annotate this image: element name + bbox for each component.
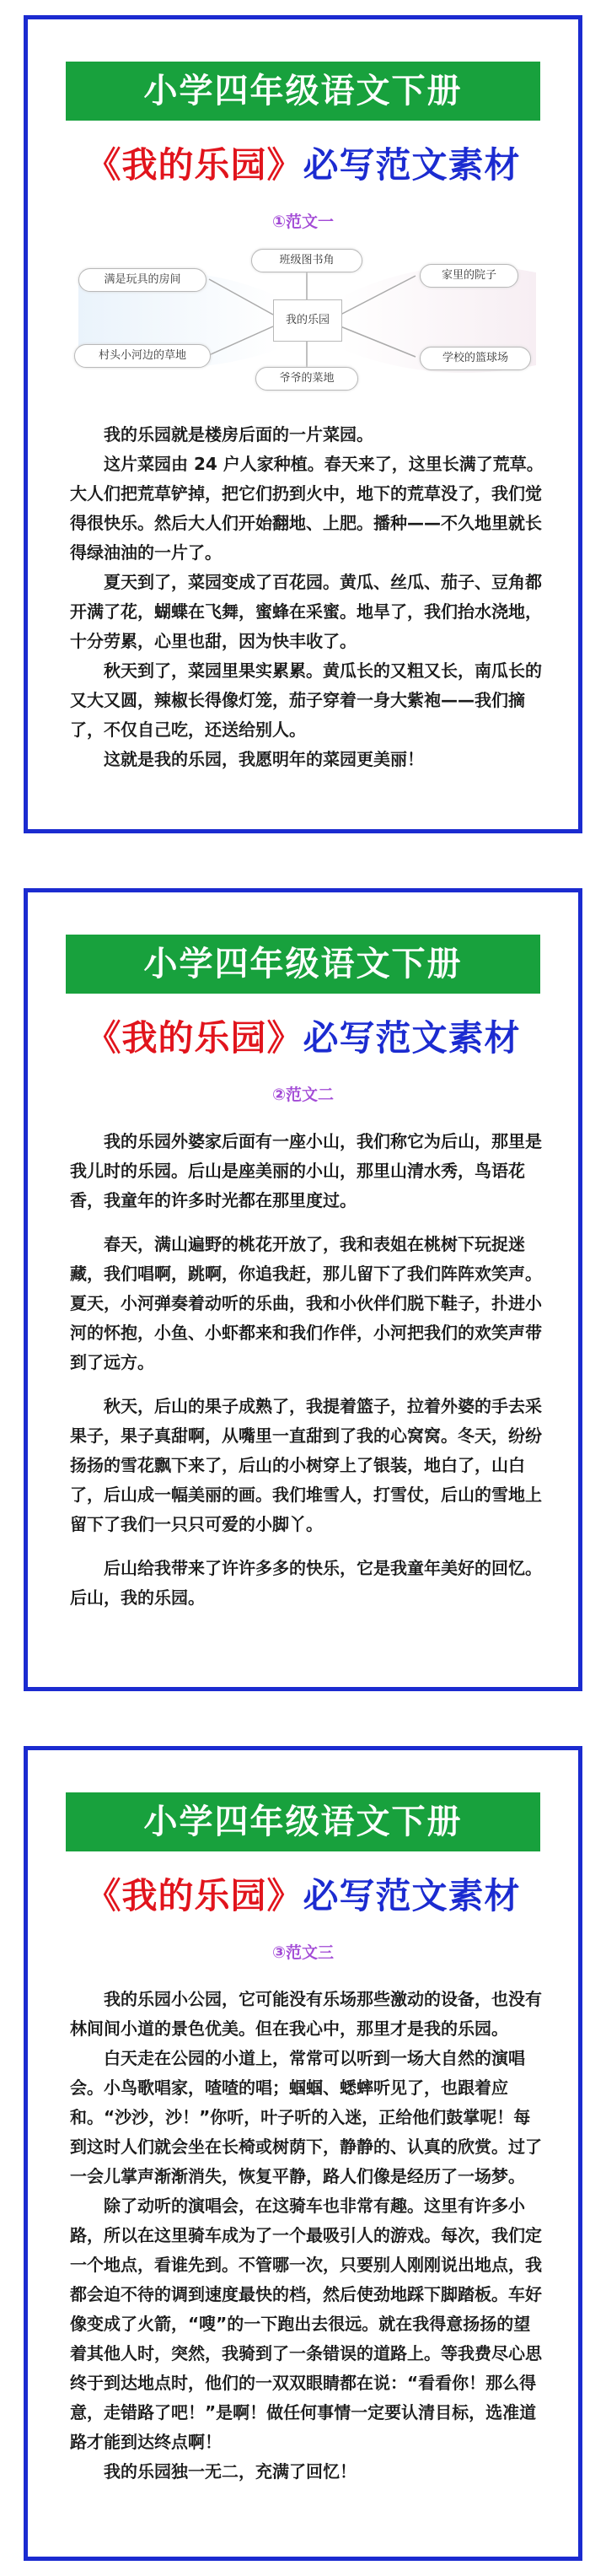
article-subtitle	[28, 137, 578, 188]
paragraph: 后山给我带来了许许多多的快乐，它是我童年美好的回忆。后山，我的乐园。	[70, 1558, 542, 1608]
subtitle-tag: 必写范文素材	[303, 1875, 521, 1916]
paragraph: 我的乐园外婆家后面有一座小山，我们称它为后山，那里是我儿时的乐园。后山是座美丽的小山，那里山清水秀，鸟语花香，我童年的许多时光都在那里度过。	[70, 1131, 542, 1210]
article-body	[70, 1985, 544, 2487]
paragraph: 白天走在公园的小道上，常常可以听到一场大自然的演唱会。小鸟歌唱家，喳喳的唱；蝈蝈、蟋蟀听见了，也跟着应和。“沙沙，沙！”你听，叶子听的入迷，正给他们鼓掌呢！每到这时人们就会坐在长椅或树荫下，静静的、认真的欣赏。过了一会儿掌声渐渐消失，恢复平静，路人们像是经历了一场梦。	[70, 2048, 542, 2186]
article-subtitle	[28, 1868, 578, 1919]
article-body	[70, 1127, 544, 1627]
grade-banner: 小学四年级语文下册	[66, 935, 540, 994]
paragraph: 秋天到了，菜园里果实累累。黄瓜长的又粗又长，南瓜长的又大又圆，辣椒长得像灯笼，茄子穿着一身大紫袍——我们摘了，不仅自己吃，还送给别人。	[70, 660, 542, 740]
paragraph: 除了动听的演唱会，在这骑车也非常有趣。这里有许多小路，所以在这里骑车成为了一个最吸引人的游戏。每次，我们定一个地点，看谁先到。不管哪一次，只要别人刚刚说出地点，我都会迫不待的调到速度最快的档，然后使劲地踩下脚踏板。车好像变成了火箭，“嗖”的一下跑出去很远。就在我得意扬扬的望着其他人时，突然，我骑到了一条错误的道路上。等我费尽心思终于到达地点时，他们的一双双眼睛都在说：“看看你！那么得意，走错路了吧！”是啊！做任何事情一定要认清目标，选准道路才能到达终点啊！	[70, 2196, 542, 2452]
article-subtitle	[28, 1010, 578, 1061]
article-card-2	[24, 888, 582, 1691]
subtitle-title: 《我的乐园》	[85, 144, 303, 186]
paragraph: 我的乐园小公园，它可能没有乐场那些激动的设备，也没有林间间小道的景色优美。但在我心中，那里才是我的乐园。	[70, 1989, 542, 2039]
sample-label: ②范文二	[271, 1086, 335, 1104]
paragraph: 我的乐园就是楼房后面的一片菜园。	[104, 424, 373, 445]
subtitle-tag: 必写范文素材	[303, 1017, 521, 1059]
mind-map-node: 学校的篮球场	[420, 347, 531, 370]
article-body	[70, 420, 544, 774]
subtitle-title: 《我的乐园》	[85, 1017, 303, 1059]
mind-map-center: 我的乐园	[273, 299, 342, 342]
mind-map-node: 爷爷的菜地	[255, 367, 358, 391]
subtitle-tag: 必写范文素材	[303, 144, 521, 186]
mind-map-node: 班级图书角	[251, 249, 362, 272]
grade-banner: 小学四年级语文下册	[66, 62, 540, 121]
sample-label: ③范文三	[271, 1943, 335, 1962]
paragraph: 这就是我的乐园，我愿明年的菜园更美丽！	[104, 749, 424, 769]
subtitle-title: 《我的乐园》	[85, 1875, 303, 1916]
paragraph: 夏天到了，菜园变成了百花园。黄瓜、丝瓜、茄子、豆角都开满了花，蝴蝶在飞舞，蜜蜂在采蜜。地旱了，我们抬水浇地，十分劳累，心里也甜，因为快丰收了。	[70, 572, 542, 651]
mind-map-node: 满是玩具的房间	[78, 268, 206, 292]
mind-map-node: 家里的院子	[420, 264, 518, 288]
article-card-3	[24, 1746, 582, 2561]
paragraph: 春天，满山遍野的桃花开放了，我和表姐在桃树下玩捉迷藏，我们唱啊，跳啊，你追我赶，那儿留下了我们阵阵欢笑声。夏天，小河弹奏着动听的乐曲，我和小伙伴们脱下鞋子，扑进小河的怀抱，小鱼、小虾都来和我们作伴，小河把我们的欢笑声带到了远方。	[70, 1234, 542, 1372]
paragraph: 我的乐园独一无二，充满了回忆！	[104, 2461, 357, 2482]
sample-label: ①范文一	[271, 213, 335, 231]
paragraph: 这片菜园由 24 户人家种植。春天来了，这里长满了荒草。大人们把荒草铲掉，把它们扔到火中，地下的荒草没了，我们觉得很快乐。然后大人们开始翻地、上肥。播种——不久地里就长得绿油油的一片了。	[70, 454, 544, 563]
paragraph: 秋天，后山的果子成熟了，我提着篮子，拉着外婆的手去采果子，果子真甜啊，从嘴里一直甜到了我的心窝窝。冬天，纷纷扬扬的雪花飘下来了，后山的小树穿上了银装，地白了，山白了，后山成一幅美丽的画。我们堆雪人，打雪仗，后山的雪地上留下了我们一只只可爱的小脚丫。	[70, 1396, 542, 1534]
grade-banner: 小学四年级语文下册	[66, 1792, 540, 1851]
mind-map-node: 村头小河边的草地	[74, 344, 211, 368]
article-card-1	[24, 15, 582, 833]
mind-map-diagram	[62, 239, 553, 399]
